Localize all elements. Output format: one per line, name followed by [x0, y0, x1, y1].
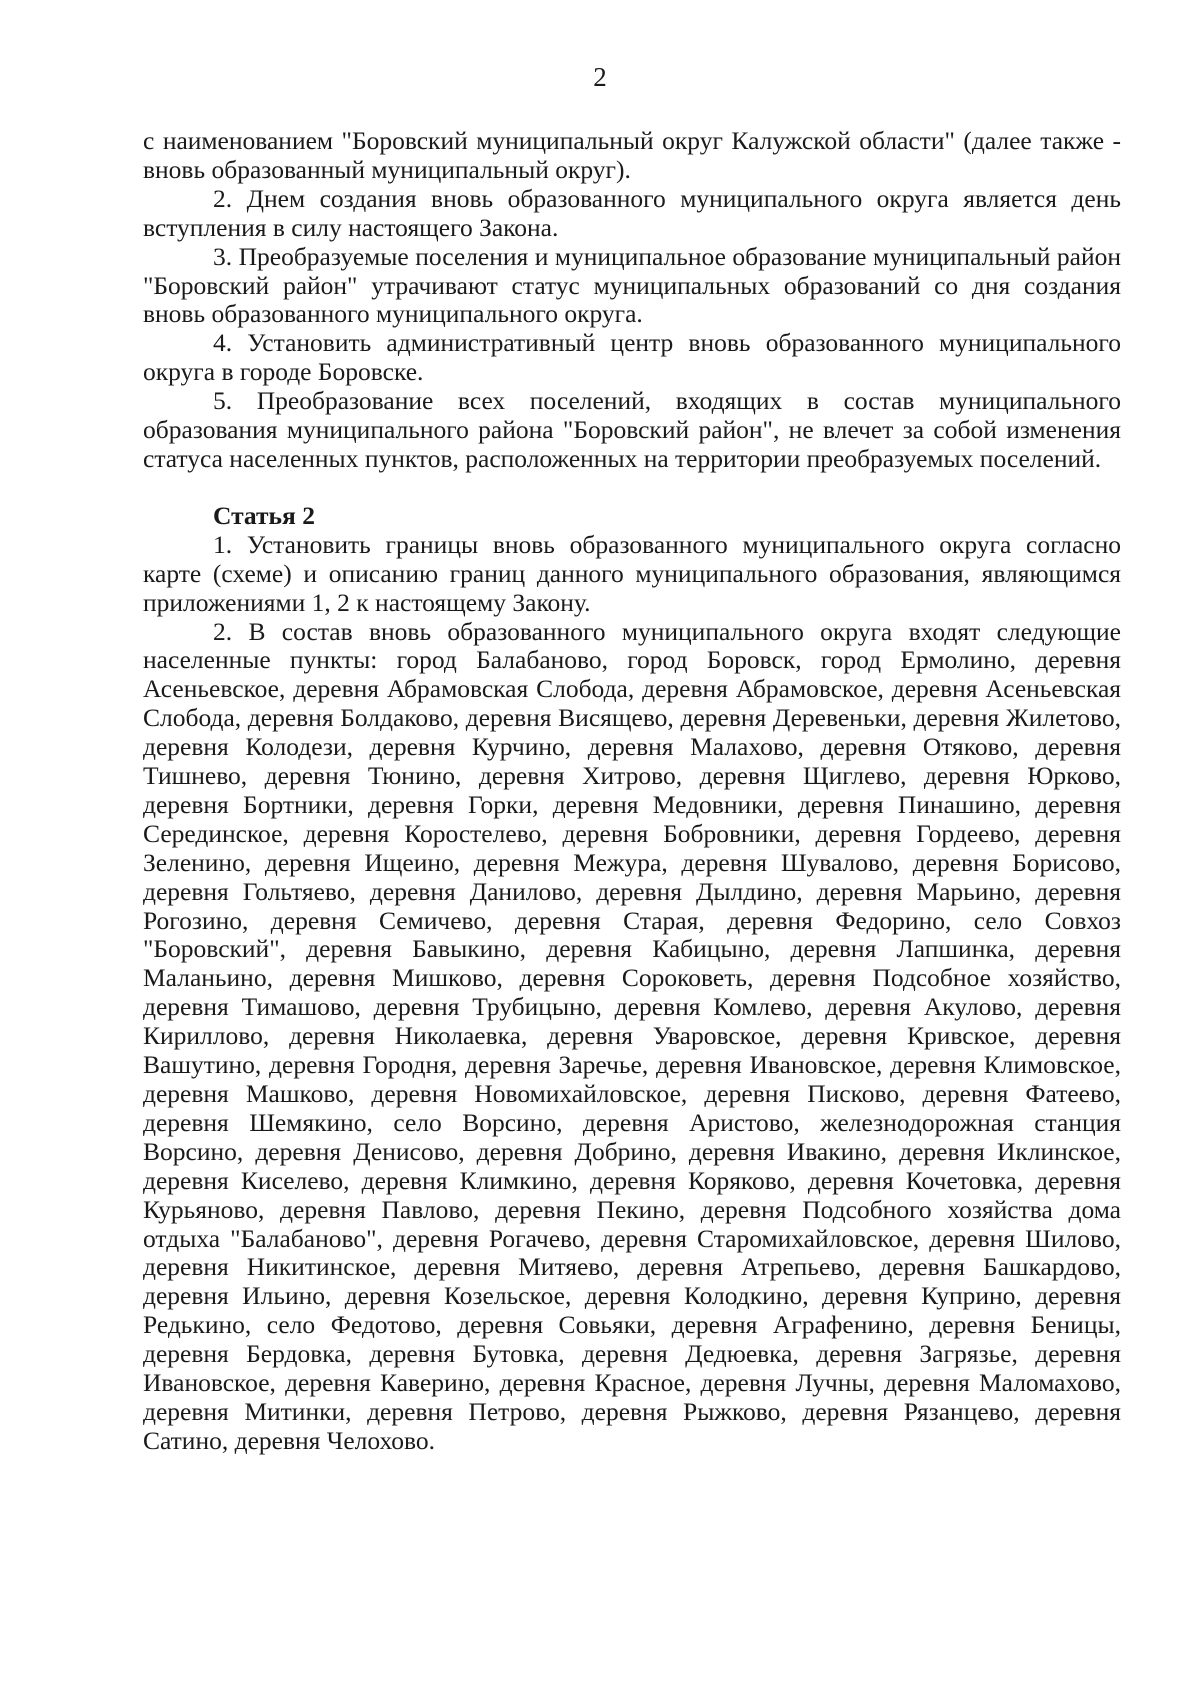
- article2-paragraph-1: 1. Установить границы вновь образованного муниципального округа согласно карте (схеме) и описанию границ данного муниципального образования, являющимся приложениями 1, 2 к настоящему Закону.: [143, 529, 1121, 617]
- article1-paragraph-3: 3. Преобразуемые поселения и муниципальное образование муниципальный район "Боровский район" утрачивают статус муниципальных образований со дня создания вновь образованного муниципального округа.: [143, 241, 1121, 329]
- article1-paragraph-2: 2. Днем создания вновь образованного муниципального округа является день вступления в силу настоящего Закона.: [143, 183, 1121, 242]
- article1-paragraph-4: 4. Установить административный центр вновь образованного муниципального округа в городе Боровске.: [143, 328, 1121, 387]
- page-number: 2: [593, 62, 607, 92]
- article2-heading: Статья 2: [213, 500, 315, 530]
- document-body: [143, 127, 1121, 1456]
- article1-paragraph-5: 5. Преобразование всех поселений, входящих в состав муниципального образования муниципального района "Боровский район", не влечет за собой изменения статуса населенных пунктов, расположенных на территории преобразуемых поселений.: [143, 386, 1121, 473]
- article2-paragraph-2: 2. В состав вновь образованного муниципального округа входят следующие населенные пункты: город Балабаново, город Боровск, город Ермолино, деревня Асеньевское, деревня Абрамовская Слобода, деревня Абрамовское, деревня Асеньевская Слобода, деревня Болдаково, деревня Висящево, деревня Деревеньки, деревня Жилетово, деревня Колодези, деревня Курчино, деревня Малахово, деревня Отяково, деревня Тишнево, деревня Тюнино, деревня Хитрово, деревня Щиглево, деревня Юрково, деревня Бортники, деревня Горки, деревня Медовники, деревня Пинашино, деревня Серединское, деревня Коростелево, деревня Бобровники, деревня Гордеево, деревня Зеленино, деревня Ищеино, деревня Межура, деревня Шувалово, деревня Борисово, деревня Гольтяево, деревня Данилово, деревня Дылдино, деревня Марьино, деревня Рогозино, деревня Семичево, деревня Старая, деревня Федорино, село Совхоз "Боровский", деревня Бавыкино, деревня Кабицыно, деревня Лапшинка, деревня Маланьино, деревня Мишково, деревня Сороковеть, деревня Подсобное хозяйство, деревня Тимашово, деревня Трубицыно, деревня Комлево, деревня Акулово, деревня Кириллово, деревня Николаевка, деревня Уваровское, деревня Кривское, деревня Вашутино, деревня Городня, деревня Заречье, деревня Ивановское, деревня Климовское, деревня Машково, деревня Новомихайловское, деревня Писково, деревня Фатеево, деревня Шемякино, село Ворсино, деревня Аристово, железнодорожная станция Ворсино, деревня Денисово, деревня Добрино, деревня Ивакино, деревня Иклинское, деревня Киселево, деревня Климкино, деревня Коряково, деревня Кочетовка, деревня Курьяново, деревня Павлово, деревня Пекино, деревня Подсобного хозяйства дома отдыха "Балабаново", деревня Рогачево, деревня Старомихайловское, деревня Шилово, деревня Никитинское, деревня Митяево, деревня Атрепьево, деревня Башкардово, деревня Ильино, деревня Козельское, деревня Колодкино, деревня Куприно, деревня Редькино, село Федотово, деревня Совьяки, деревня Аграфенино, деревня Беницы, деревня Бердовка, деревня Бутовка, деревня Дедюевка, деревня Загрязье, деревня Ивановское, деревня Каверино, деревня Красное, деревня Лучны, деревня Маломахово, деревня Митинки, деревня Петрово, деревня Рыжково, деревня Рязанцево, деревня Сатино, деревня Челохово.: [143, 616, 1121, 1455]
- article1-continuation: с наименованием "Боровский муниципальный округ Калужской области" (далее также - вновь образованный муниципальный округ).: [143, 126, 1121, 184]
